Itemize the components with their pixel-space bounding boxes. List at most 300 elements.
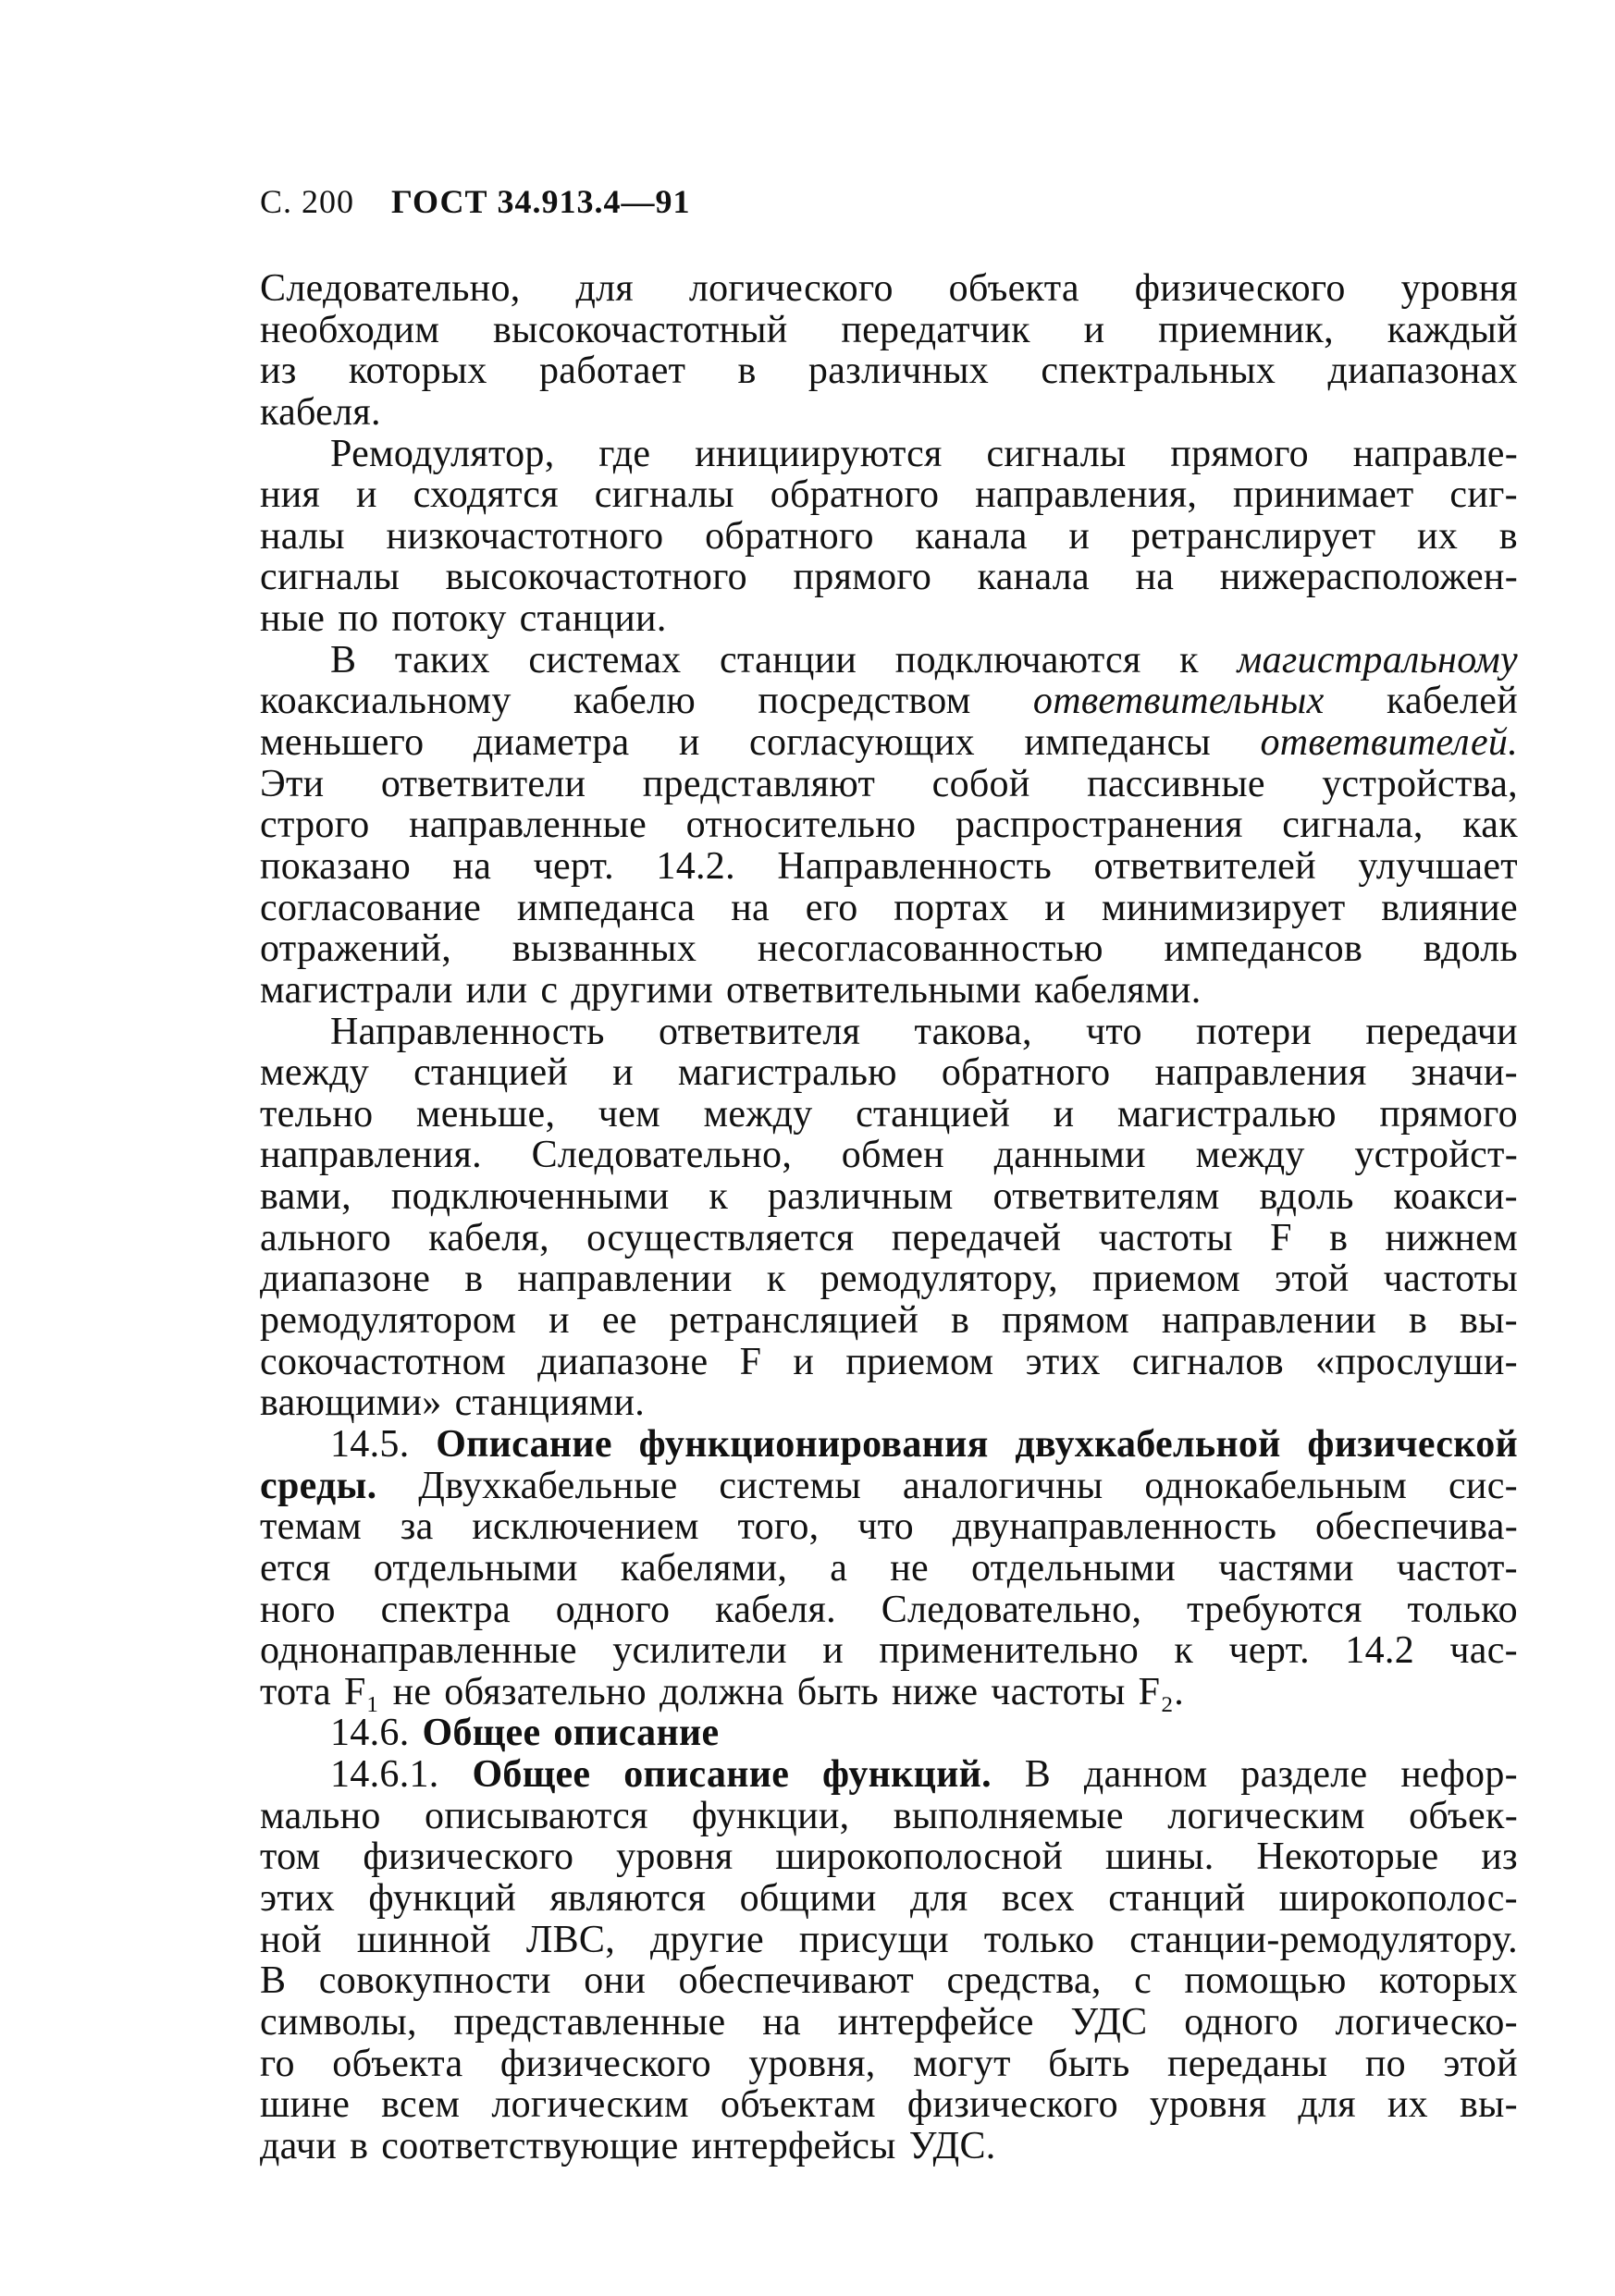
text-word: диапазоне [260,1258,431,1301]
text-word: с [540,968,559,1012]
text-line [260,681,1518,722]
text-word: F [739,1340,762,1383]
text-line [260,1466,1518,1507]
text-word: необходим [260,308,440,351]
text-word: высокочастотного [445,556,747,599]
text-word: ремодулятором [260,1299,517,1343]
text-word: ниже [892,1670,979,1713]
text-word: между [1195,1134,1305,1177]
text-word: влияние [1381,886,1518,929]
text-word: ального [260,1216,391,1259]
text-word: шины. [1105,1836,1214,1879]
text-word: обратного [941,1051,1111,1095]
text-word: ответвительных [1032,680,1325,723]
text-word: сигналы [594,473,734,517]
text-word: потери [1195,1010,1313,1053]
text-word: налы [260,514,345,558]
text-word: мально [260,1794,381,1837]
text-line [260,2084,1518,2126]
text-line [260,1094,1518,1136]
text-word: согласование [260,886,482,929]
text-word: сис- [1448,1464,1518,1507]
text-line [260,1960,1518,2002]
text-word: представленные [453,2000,726,2044]
text-word: ответвителей. [1260,721,1518,765]
text-line [260,888,1518,929]
text-word: на [452,844,492,888]
text-word: станций [1108,1876,1246,1920]
text-word: за [400,1505,434,1549]
text-word: одного [1184,2000,1299,2044]
text-word: и [549,1299,570,1343]
text-word: шинной [356,1918,491,1961]
text-word: станцией [856,1092,1011,1136]
text-line [260,846,1518,888]
text-word: физического [906,2083,1118,2127]
text-word: применительно [879,1629,1140,1673]
text-word: УДС [1070,2000,1148,2044]
text-word: F₁ [343,1670,380,1713]
text-word: различным [767,1175,954,1219]
text-word: в [1498,514,1518,558]
text-word: и [612,1051,634,1095]
text-word: черт. [533,844,614,888]
text-line [260,640,1518,681]
text-line [260,1052,1518,1094]
text-word: требуются [1187,1588,1362,1631]
text-word: меньше, [415,1092,556,1136]
text-word: уровня, [748,2042,876,2085]
text-word: Следовательно, [881,1588,1142,1631]
text-word: кабелями. [1034,968,1202,1012]
text-word: станции. [519,597,667,641]
text-word: однонаправленные [260,1629,577,1673]
text-word: темам [260,1505,363,1549]
text-word: вдоль [1259,1175,1354,1219]
text-word: прямом [1002,1299,1129,1343]
text-word: и [1044,886,1066,929]
text-word: УДС. [908,2124,996,2167]
text-word: в [464,1258,484,1301]
text-word: с [1134,1959,1153,2003]
text-word: импедансов [1164,927,1363,971]
text-word: осуществляется [586,1216,855,1259]
text-word: двунаправленность [952,1505,1277,1549]
text-word: всех [1001,1876,1075,1920]
text-word: которых [348,350,487,393]
text-word: физического [1134,267,1346,310]
text-line [260,598,1518,640]
text-word: направле- [1352,432,1518,475]
text-word: кабеля, [428,1216,549,1259]
text-word: функций. [822,1753,992,1797]
text-word: средства, [946,1959,1102,2003]
text-word: описание [553,1712,720,1755]
text-word: что [857,1505,914,1549]
text-word: нижнем [1385,1216,1518,1259]
text-word: сигналы [986,432,1127,475]
text-word: кабелю [573,680,697,723]
text-word: ется [260,1546,331,1590]
text-word: относительно [685,804,917,847]
text-word: выполняемые [893,1794,1124,1837]
standard-designation: ГОСТ 34.913.4—91 [391,183,691,220]
text-word: ретрансляцией [669,1299,919,1343]
text-line [260,1630,1518,1672]
text-line [260,268,1518,310]
text-word: системах [528,638,682,681]
text-word: только [983,1918,1095,1961]
text-word: 14.5. [330,1422,410,1466]
text-line [260,928,1518,970]
text-word: Общее [422,1712,541,1755]
text-word: частоты [1098,1216,1233,1259]
text-word: вами, [260,1175,351,1219]
text-word: широкополос- [1278,1876,1518,1920]
text-word: объекта [948,267,1079,310]
text-word: или [465,968,528,1012]
text-word: станции-ремодулятору. [1129,1918,1518,1961]
text-word: сходятся [413,473,559,517]
text-word: логического [688,267,894,310]
text-word: их [1387,2083,1428,2127]
text-word: объектам [720,2083,876,2127]
text-word: отражений, [260,927,451,971]
text-word: Общее [472,1753,591,1797]
text-word: обязательно [444,1670,647,1713]
text-word: и [1068,514,1091,558]
text-word: F [1270,1216,1292,1259]
page-number: С. 200 [260,183,355,220]
text-word: импедансы [1024,721,1212,765]
text-word: шине [260,2083,351,2127]
text-word: ния [260,473,321,517]
text-word: направления [1154,1051,1367,1095]
text-word: ного [260,1588,336,1631]
text-line [260,1672,1518,1713]
text-word: черт. [1228,1629,1310,1673]
text-word: логическим [1167,1794,1365,1837]
text-word: по [1364,2042,1406,2085]
text-word: 14.6.1. [330,1753,439,1797]
text-word: логическим [491,2083,689,2127]
text-word: данном [1083,1753,1208,1797]
text-word: они [584,1959,647,2003]
text-word: передачи [1365,1010,1518,1053]
text-word: улучшает [1358,844,1518,888]
text-word: согласующих [749,721,975,765]
text-word: станциями. [454,1381,646,1425]
text-line [260,722,1518,764]
text-line [260,1506,1518,1548]
text-word: функций [368,1876,516,1920]
text-word: нижерасположен- [1219,556,1518,599]
text-word: обмен [841,1134,944,1177]
text-word: и [793,1340,815,1383]
text-word: объекта [332,2042,463,2085]
text-word: направления, [975,473,1198,517]
text-word: нефор- [1400,1753,1518,1797]
text-word: другие [650,1918,764,1961]
text-word: уровня [1149,2083,1267,2127]
text-word: спектра [380,1588,511,1631]
text-word: для [575,267,634,310]
text-word: подключаются [894,638,1141,681]
text-word: помощью [1184,1959,1347,2003]
text-word: минимизирует [1101,886,1346,929]
text-word: из [1481,1836,1518,1879]
text-word: диапазонах [1327,350,1518,393]
text-word: физической [1307,1422,1518,1466]
text-word: «прослуши- [1315,1340,1518,1383]
text-word: направления. [260,1134,482,1177]
text-line [260,1920,1518,1961]
text-word: передачей [891,1216,1062,1259]
text-word: того, [737,1505,820,1549]
text-line [260,557,1518,598]
text-word: ретранслирует [1130,514,1376,558]
text-word: функционирования [638,1422,989,1466]
text-word: уровня [616,1836,734,1879]
text-word: приемом [1091,1258,1241,1301]
text-line [260,1382,1518,1424]
text-word: потоку [391,597,507,641]
text-word: двухкабельной [1015,1422,1281,1466]
text-word: обеспечива- [1314,1505,1518,1549]
text-line [260,2044,1518,2085]
text-word: прямого [793,556,932,599]
text-line [260,2126,1518,2167]
text-word: вы- [1460,1299,1518,1343]
text-word: между [260,1051,370,1095]
text-word: обратного [770,473,940,517]
text-line [260,1590,1518,1631]
text-word: должна [659,1670,784,1713]
text-word: значи- [1411,1051,1518,1095]
text-word: ремодулятору, [820,1258,1058,1301]
text-line [260,1176,1518,1218]
text-word: к [766,1258,786,1301]
text-word: Описание [436,1422,612,1466]
text-word: вызванных [512,927,697,971]
text-word: В [260,1959,287,2003]
text-word: магистрали [260,968,453,1012]
text-word: где [598,432,651,475]
text-word: такова, [914,1010,1032,1053]
text-word: Ремодулятор, [330,432,555,475]
text-line [260,1259,1518,1300]
text-word: аналогичны [902,1464,1103,1507]
text-word: частоты [991,1670,1126,1713]
text-word: в [1329,1216,1349,1259]
text-word: импеданса [516,886,696,929]
text-word: которых [1379,1959,1518,2003]
text-word: сигнала, [1282,804,1424,847]
text-line [260,970,1518,1012]
text-word: диапазоне [537,1340,709,1383]
text-word: общими [739,1876,877,1920]
text-word: физического [499,2042,711,2085]
text-word: являются [549,1876,707,1920]
text-word: таких [394,638,490,681]
text-word: магистралью [1116,1092,1337,1136]
text-word: из [260,350,297,393]
text-word: по [338,597,379,641]
text-word: пассивные [1087,762,1265,805]
running-header [260,181,690,222]
text-word: каждый [1387,308,1518,351]
text-word: чем [598,1092,661,1136]
text-word: сокочастотном [260,1340,506,1383]
text-word: на [762,2000,801,2044]
text-word: го [260,2042,295,2085]
text-line [260,392,1518,434]
text-word: 14.6. [330,1712,410,1755]
text-word: всем [381,2083,461,2127]
text-word: направлении [517,1258,733,1301]
text-word: его [805,886,858,929]
text-word: символы, [260,2000,417,2044]
text-line [260,1878,1518,1920]
text-line [260,1424,1518,1466]
text-line [260,1218,1518,1259]
text-word: час- [1449,1629,1518,1673]
text-word: описываются [425,1794,648,1837]
text-word: как [1462,804,1518,847]
text-word: ответвителей [1093,844,1316,888]
text-word: ее [601,1299,637,1343]
text-word: собой [931,762,1030,805]
text-word: для [1298,2083,1356,2127]
text-word: работает [538,350,686,393]
text-line [260,434,1518,475]
text-word: их [1417,514,1459,558]
text-word: магистралью [677,1051,897,1095]
text-word: ной [260,1918,322,1961]
text-word: логическо- [1335,2000,1518,2044]
text-word: ответвителя [658,1010,861,1053]
text-word: и [822,1629,844,1673]
text-word: кабеля. [715,1588,836,1631]
text-word: в [350,2124,369,2167]
text-word: и [356,473,377,517]
text-word: приемом [845,1340,994,1383]
text-word: дачи [260,2124,338,2167]
text-word: быть [1048,2042,1130,2085]
text-word: вающими» [260,1381,442,1425]
text-word: кабелями, [620,1546,788,1590]
text-word: инициируются [695,432,943,475]
text-word: Следовательно, [260,267,521,310]
text-word: исключением [472,1505,699,1549]
text-word: одного [555,1588,671,1631]
text-word: тельно [260,1092,374,1136]
text-word: не [392,1670,432,1713]
text-word: направлении [1161,1299,1377,1343]
text-line [260,1796,1518,1837]
text-word: принимает [1233,473,1414,517]
text-word: сигналов [1131,1340,1284,1383]
text-word: этой [1275,1258,1350,1301]
text-word: различных [808,350,990,393]
text-word: и [1083,308,1105,351]
text-word: ные [260,597,326,641]
text-line [260,764,1518,805]
text-word: канала [977,556,1090,599]
text-word: В [330,638,357,681]
text-word: низкочастотного [386,514,664,558]
text-line [260,1135,1518,1176]
text-word: Некоторые [1256,1836,1439,1879]
text-word: строго [260,804,370,847]
text-word: вдоль [1423,927,1518,971]
text-word: присущи [798,1918,949,1961]
text-word: переданы [1167,2042,1328,2085]
text-word: для [909,1876,968,1920]
text-word: ЛВС, [525,1918,616,1961]
text-word: диаметра [473,721,630,765]
text-word: обратного [705,514,874,558]
text-word: этих [1025,1340,1101,1383]
text-word: функции, [692,1794,850,1837]
text-word: среды. [260,1464,377,1507]
text-word: только [1407,1588,1518,1631]
text-line [260,1548,1518,1590]
text-word: могут [913,2042,1011,2085]
text-word: прямого [1379,1092,1518,1136]
text-word: отдельными [373,1546,578,1590]
text-word: на [731,886,770,929]
text-line [260,310,1518,351]
text-word: физического [363,1836,574,1879]
text-word: и [1053,1092,1075,1136]
text-word: частями [1218,1546,1354,1590]
text-word: к [1179,638,1199,681]
text-word: данными [993,1134,1146,1177]
text-word: уровня [1400,267,1518,310]
text-word: ответвители [380,762,586,805]
text-word: представляют [642,762,876,805]
text-word: посредством [758,680,971,723]
text-line [260,1342,1518,1383]
text-word: а [830,1546,848,1590]
text-word: объек- [1409,1794,1518,1837]
text-word: портах [894,886,1009,929]
text-word: том [260,1836,321,1879]
text-line [260,804,1518,846]
text-line [260,2002,1518,2044]
text-word: частоты [1383,1258,1518,1301]
text-word: ответвителям [992,1175,1220,1219]
text-word: частот- [1396,1546,1518,1590]
text-word: в [951,1299,970,1343]
text-word: интерфейсе [837,2000,1034,2044]
text-word: Следовательно, [531,1134,793,1177]
text-word: на [1135,556,1175,599]
text-word: спектральных [1041,350,1276,393]
text-word: обеспечивают [678,1959,915,2003]
text-word: системы [719,1464,862,1507]
text-word: прямого [1170,432,1309,475]
text-word: кабеля. [260,390,381,434]
text-word: устройст- [1354,1134,1518,1177]
text-word: другими [571,968,714,1012]
text-word: передатчик [841,308,1030,351]
text-word: не [890,1546,929,1590]
text-line [260,1012,1518,1053]
text-word: соответствующие [381,2124,679,2167]
text-word: несогласованностью [757,927,1103,971]
